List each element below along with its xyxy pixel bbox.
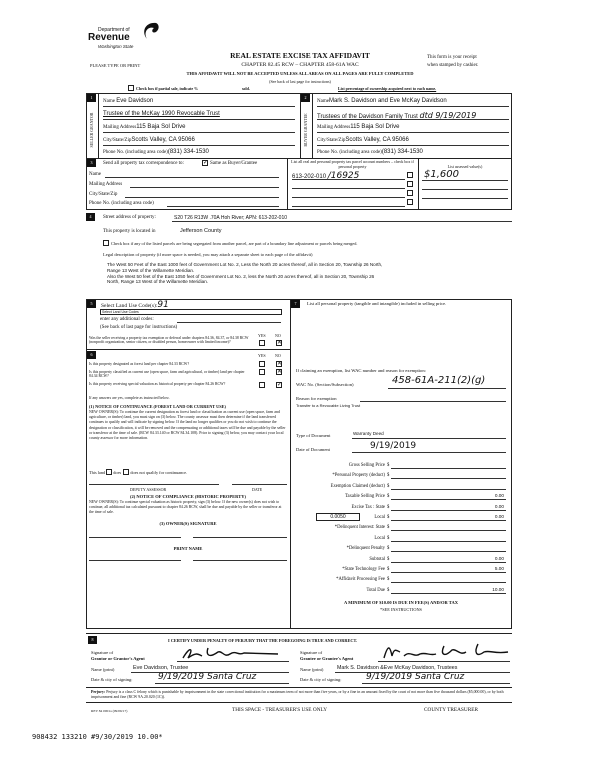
fee-label: *State Technology Fee <box>342 567 385 572</box>
buyer-phone-label: Phone No. (including area code) <box>317 150 382 155</box>
forest-no-checkbox[interactable]: ✕ <box>277 361 283 367</box>
grantee-sig-label: Signature of <box>300 650 323 655</box>
no-header-6: NO <box>275 353 281 358</box>
see-back-5: (See back of last page for instructions) <box>100 325 178 330</box>
grantee-name-label: Name (print) <box>300 667 324 672</box>
personal-property-checkbox-4[interactable] <box>407 199 413 205</box>
street-address[interactable]: S20 T26 R13W .70A Hoh River; APN: 613-202-010 <box>174 215 288 221</box>
doc-date-label: Date of Document <box>296 447 330 452</box>
owner-signature-title: (3) OWNER(S) SIGNATURE <box>159 521 217 526</box>
chapter-line: CHAPTER 82.45 RCW – CHAPTER 458-61A WAC <box>241 62 359 68</box>
send-correspondence-label: Send all property tax correspondence to: <box>103 161 184 166</box>
buyer-dated-handwritten: dtd 9/19/2019 <box>419 111 477 120</box>
fee-label: *Personal Property (deduct) <box>332 473 385 479</box>
currency-symbol: $ <box>387 535 390 541</box>
section-5-number: 5 <box>87 300 96 308</box>
grantor-date-label: Date & city of signing: <box>91 677 133 682</box>
seller-phone-label: Phone No. (including area code) <box>103 150 168 155</box>
currency-symbol: $ <box>387 525 390 531</box>
parcel-handwritten: /16925 <box>327 171 360 181</box>
fee-value[interactable]: 0.00 <box>494 493 504 499</box>
buyer-name-field[interactable]: Mark S. Davidson and Eve McKay Davidson <box>328 98 447 104</box>
corr-phone-field[interactable] <box>167 206 279 207</box>
does-label: does <box>113 470 122 475</box>
fee-value[interactable]: 10.00 <box>492 586 504 592</box>
notice-2-text: NEW OWNER(S): To continue special valuation as historic property, sign (3) below. If the new owner(s) does not wish to continue, all additional tax calculated pursuant to chapter 84.26 RCW, shall be due and payable by the seller or transferor at the time of sale. <box>89 500 282 514</box>
form-title: REAL ESTATE EXCISE TAX AFFIDAVIT <box>230 51 370 60</box>
buyer-city-field[interactable]: Scotts Valley, CA 95066 <box>345 137 409 143</box>
same-as-buyer-checkbox[interactable]: ✓ <box>203 160 209 166</box>
partial-sale-label: Check box if partial sale, indicate % <box>136 86 199 91</box>
perjury-text: Perjury is a class C felony which is punishable by imprisonment in the state correctional institution for a maximum term of not more than five years, or by a fine in an amount fixed by the court of not more than five thousand dollars ($5,000.00), or by both imprisonment and fine (RCW 9A.20.020 (1C)). <box>91 690 504 699</box>
fee-label: Total Due <box>366 587 385 593</box>
fee-label: Gross Selling Price <box>348 463 385 468</box>
fee-label: Local <box>374 515 385 520</box>
fee-label: *Delinquent Interest: State <box>334 525 385 531</box>
section-6-number: 6 <box>87 351 96 359</box>
buyer-mail-field[interactable]: 115 Baja Sol Drive <box>350 124 400 130</box>
parcel-number[interactable]: 613-202-010 <box>292 174 327 180</box>
cashier-stamp: 908432 133210 #9/30/2019 10.00* <box>32 733 163 741</box>
deputy-assessor-signature[interactable] <box>89 484 219 485</box>
current-use-question: Is this property classified as current use (open space, farm and agricultural, or timber) land per chapter 84.34 RCW? <box>89 370 245 379</box>
personal-property-checkbox-2[interactable] <box>407 181 413 187</box>
receipt-note-2: when stamped by cashier. <box>427 63 479 68</box>
land-use-handwritten: 91 <box>157 300 169 310</box>
notice-2-title: (2) NOTICE OF COMPLIANCE (HISTORIC PROPERTY) <box>130 494 246 499</box>
forest-question: Is this property designated as forest land per chapter 84.33 RCW? <box>89 362 190 366</box>
certify-statement: I CERTIFY UNDER PENALTY OF PERJURY THAT THE FOREGOING IS TRUE AND CORRECT. <box>168 638 358 643</box>
fee-value[interactable]: 5.00 <box>494 566 504 571</box>
land-use-select[interactable]: Select Land Use Codes <box>100 309 282 315</box>
notice-1-title: (1) NOTICE OF CONTINUANCE (FOREST LAND OR CURRENT USE) <box>89 404 226 409</box>
doc-type[interactable]: Warranty Deed <box>353 431 384 436</box>
segregated-checkbox[interactable] <box>103 240 109 246</box>
seller-city-label: City/State/Zip <box>103 138 132 143</box>
buyer-city-label: City/State/Zip <box>317 138 346 143</box>
county-treasurer-label: COUNTY TREASURER <box>424 707 479 713</box>
buyer-phone-field[interactable]: (831) 334-1530 <box>381 149 423 155</box>
sold-label: sold. <box>242 86 250 91</box>
ownership-note: List percentage of ownership acquired next to each name. <box>338 86 437 91</box>
exemption-yes-checkbox[interactable] <box>259 340 265 346</box>
exemption-question: Was the seller receiving a property tax exemption or deferral under chapters 84.36, 84.37, or 84.38 RCW (nonprofit organization, senior citizen, or disabled person, homeowner with limited income)? <box>89 336 249 345</box>
wac-label: WAC No. (Section/Subsection) <box>296 382 354 387</box>
grantee-date-city[interactable]: 9/19/2019 Santa Cruz <box>366 672 465 682</box>
buyer-side-label: BUYER GRANTEE <box>303 113 308 147</box>
currency-symbol: $ <box>387 483 390 489</box>
corr-name-field[interactable] <box>105 177 279 178</box>
same-as-buyer-label: Same as Buyer/Grantee <box>210 161 258 166</box>
exemption-reason[interactable]: Transfer to a Revocable Living Trust <box>296 403 361 408</box>
this-land-label: This land <box>89 470 106 475</box>
legal-line: Range 13 West of the Willamette Meridian. <box>107 267 195 273</box>
no-header: NO <box>275 333 281 338</box>
reason-label: Reason for exemption <box>296 396 337 401</box>
buyer-name-line2[interactable]: Trustees of the Davidson Family Trust <box>317 114 418 120</box>
qualify-label: qualify for continuance. <box>145 470 188 475</box>
land-use-label: Select Land Use Code(s): <box>101 303 158 309</box>
corr-city-label: City/State/Zip <box>89 192 118 197</box>
seller-mail-field[interactable]: 115 Baja Sol Drive <box>136 124 186 130</box>
section-4-number: 4 <box>86 213 95 221</box>
does-checkbox[interactable] <box>106 469 112 475</box>
print-name-2[interactable] <box>193 560 287 561</box>
logo-line1: Department of <box>98 27 130 33</box>
logo-line2: Revenue <box>88 32 130 43</box>
county[interactable]: Jefferson County <box>180 228 222 234</box>
receipt-note-1: This form is your receipt <box>427 55 477 60</box>
print-name-1[interactable] <box>89 560 181 561</box>
personal-property-checkbox-1[interactable] <box>407 172 413 178</box>
warning-text: THIS AFFIDAVIT WILL NOT BE ACCEPTED UNLESS ALL AREAS ON ALL PAGES ARE FULLY COMPLETED <box>186 71 414 76</box>
seller-city-field[interactable]: Scotts Valley, CA 95066 <box>131 137 195 143</box>
fee-value[interactable]: 0.00 <box>494 503 504 509</box>
currency-symbol: $ <box>387 556 390 562</box>
current-use-yes-checkbox[interactable] <box>259 369 265 375</box>
grantor-agent-label: Grantor or Grantor's Agent <box>91 655 145 661</box>
corr-city-field[interactable] <box>125 197 279 198</box>
grantor-printed-name[interactable]: Eve Davidson, Trustee <box>133 665 189 671</box>
grantee-date-label: Date & city of signing: <box>300 677 342 682</box>
currency-symbol: $ <box>387 587 390 593</box>
exemption-label: If claiming an exemption, list WAC number and reason for exemption: <box>296 368 426 373</box>
does-not-label: does not <box>130 470 145 475</box>
legal-line: Also the West 50 feet of the East 1050 feet of Government Lot No. 2, less the North 20 acres thereof, all in Section 20, Township 26 <box>107 273 375 279</box>
type-print-note: PLEASE TYPE OR PRINT <box>90 63 141 68</box>
historic-question: Is this property receiving special valuation as historical property per chapter 84.26 RCW? <box>89 382 226 386</box>
local-rate-field[interactable]: 0.0050 <box>316 513 360 521</box>
historic-no-checkbox[interactable]: ✓ <box>277 382 283 388</box>
currency-symbol: $ <box>387 463 390 468</box>
additional-codes-field[interactable] <box>177 322 281 323</box>
fee-label: Excise Tax : State <box>351 504 385 510</box>
fee-label: *Affidavit Processing Fee <box>336 577 385 583</box>
fee-label: Taxable Selling Price <box>344 494 385 500</box>
rev-number: REV 84 0001a (09/06/17) <box>91 709 128 713</box>
currency-symbol: $ <box>387 504 390 510</box>
logo-line3: Washington State <box>98 44 134 49</box>
minimum-due-note: A MINIMUM OF $10.00 IS DUE IN FEE(S) AND/OR TAX <box>344 600 458 605</box>
wac-number[interactable]: 458-61A-211(2)(g) <box>392 375 486 386</box>
currency-symbol: $ <box>387 494 390 500</box>
personal-property-checkbox-3[interactable] <box>407 190 413 196</box>
grantor-signature[interactable] <box>178 644 288 662</box>
currency-symbol: $ <box>387 546 390 552</box>
historic-yes-checkbox[interactable] <box>259 382 265 388</box>
personal-property-note: List all personal property (tangible and intangible) included in selling price. <box>307 301 447 306</box>
grantor-date-city[interactable]: 9/19/2019 Santa Cruz <box>158 672 257 682</box>
seller-name-line2[interactable]: Trustee of the McKay 1990 Revocable Trust <box>103 111 220 117</box>
legal-label: Legal description of property (if more space is needed, you may attach a separate sheet to each page of the affidavit) <box>103 252 313 257</box>
yes-header: YES <box>258 333 266 338</box>
current-use-no-checkbox[interactable]: ✕ <box>277 369 283 375</box>
street-label: Street address of property: <box>103 215 156 220</box>
date-label: DATE <box>252 487 263 492</box>
notice-1-text: NEW OWNER(S): To continue the current designation as forest land or classification as current use (open space, farm and agriculture, or timber) land, you must sign on (3) below. The county assessor must then determine if the land transferred continues to qualify and will indicate by signing below. If the land no longer qualifies or you do not wish to continue the designation or classification, it will be removed and the compensating or additional taxes will be due and payable by the seller or transferor at the time of sale. (RCW 84.33.140 or RCW 84.34.108). Prior to signing (3) below, you may contact your local county assessor for more information. <box>89 410 286 441</box>
section-8-number: 8 <box>88 636 97 644</box>
corr-phone-label: Phone No. (including area code) <box>89 201 154 206</box>
perjury-label: Perjury: <box>91 690 106 694</box>
legal-line: The West 50 Feet of the East 1000 feet of Government Lot No. 2, Less the North 20 acres thereof, all in Section 20, Township 26 North, <box>107 262 383 267</box>
grantee-printed-name[interactable]: Mark S. Davidson &Eve McKay Davidson, Trustees <box>337 665 458 671</box>
corr-name-label: Name <box>89 172 101 177</box>
currency-symbol: $ <box>387 473 390 479</box>
seller-side-label: SELLER GRANTOR <box>89 112 94 148</box>
see-back-note: (See back of last page for instructions) <box>269 79 331 84</box>
assessed-header: List assessed value(s) <box>447 164 483 169</box>
seller-mail-label: Mailing Address <box>103 125 137 130</box>
seller-phone-field[interactable]: (831) 334-1530 <box>167 149 209 155</box>
fee-label: Exemption Claimed (deduct) <box>330 483 385 489</box>
deputy-assessor-label: DEPUTY ASSESSOR <box>130 487 167 492</box>
forest-yes-checkbox[interactable] <box>259 361 265 367</box>
section-7-number: 7 <box>291 300 300 308</box>
see-instructions: *SEE INSTRUCTIONS <box>380 607 422 612</box>
currency-symbol: $ <box>387 567 390 572</box>
section-2-number: 2 <box>301 94 310 102</box>
currency-symbol: $ <box>387 577 390 583</box>
owner-signature-2[interactable] <box>193 537 287 538</box>
doc-date[interactable]: 9/19/2019 <box>370 441 417 451</box>
seller-name-label: Name <box>103 99 115 104</box>
assessor-date[interactable] <box>232 484 287 485</box>
fee-label: Subtotal <box>369 556 385 562</box>
does-not-checkbox[interactable] <box>123 469 129 475</box>
yes-header-6: YES <box>258 353 266 358</box>
logo-swirl-icon <box>139 20 161 42</box>
assessed-value[interactable]: $1,600 <box>424 169 459 180</box>
fee-value[interactable]: 0.00 <box>494 514 504 519</box>
exemption-no-checkbox[interactable]: ✕ <box>277 340 283 346</box>
treasurer-use-label: THIS SPACE - TREASURER'S USE ONLY <box>232 707 328 713</box>
legal-line: North, Range 13 West of the Willamette Meridian. <box>107 279 209 285</box>
seller-name-field[interactable]: Eve Davidson <box>116 98 154 104</box>
corr-mail-field[interactable] <box>130 187 279 188</box>
if-yes-note: If any answers are yes, complete as instructed below. <box>89 396 170 400</box>
buyer-name-label: Name <box>317 99 329 104</box>
grantor-sig-label: Signature of <box>91 650 114 655</box>
corr-mail-label: Mailing Address <box>89 182 123 187</box>
grantee-agent-label: Grantee or Grantee's Agent <box>300 655 354 661</box>
segregated-label: Check box if any of the listed parcels are being segregated from another parcel, are part of a boundary line adjustment or parcels being merged. <box>111 241 358 246</box>
located-label: This property is located in <box>103 229 156 234</box>
grantee-signature[interactable] <box>380 640 512 662</box>
fee-label: *Delinquent Penalty <box>346 546 385 552</box>
partial-sale-checkbox[interactable] <box>128 85 134 91</box>
section-3-number: 3 <box>87 159 96 167</box>
fee-label: Local <box>374 535 385 541</box>
currency-symbol: $ <box>387 515 390 520</box>
section-1-number: 1 <box>87 94 96 102</box>
print-name-label: PRINT NAME <box>173 546 203 551</box>
grantor-name-label: Name (print) <box>91 667 115 672</box>
legal-description <box>107 262 382 285</box>
parcel-header: List all real and personal property tax parcel account numbers – check box if personal property <box>291 159 414 169</box>
fee-value[interactable]: 0.00 <box>494 555 504 561</box>
buyer-mail-label: Mailing Address <box>317 125 351 130</box>
doc-type-label: Type of Document <box>296 433 331 438</box>
additional-codes-label: enter any additional codes: <box>100 317 154 322</box>
owner-signature-1[interactable] <box>89 537 181 538</box>
